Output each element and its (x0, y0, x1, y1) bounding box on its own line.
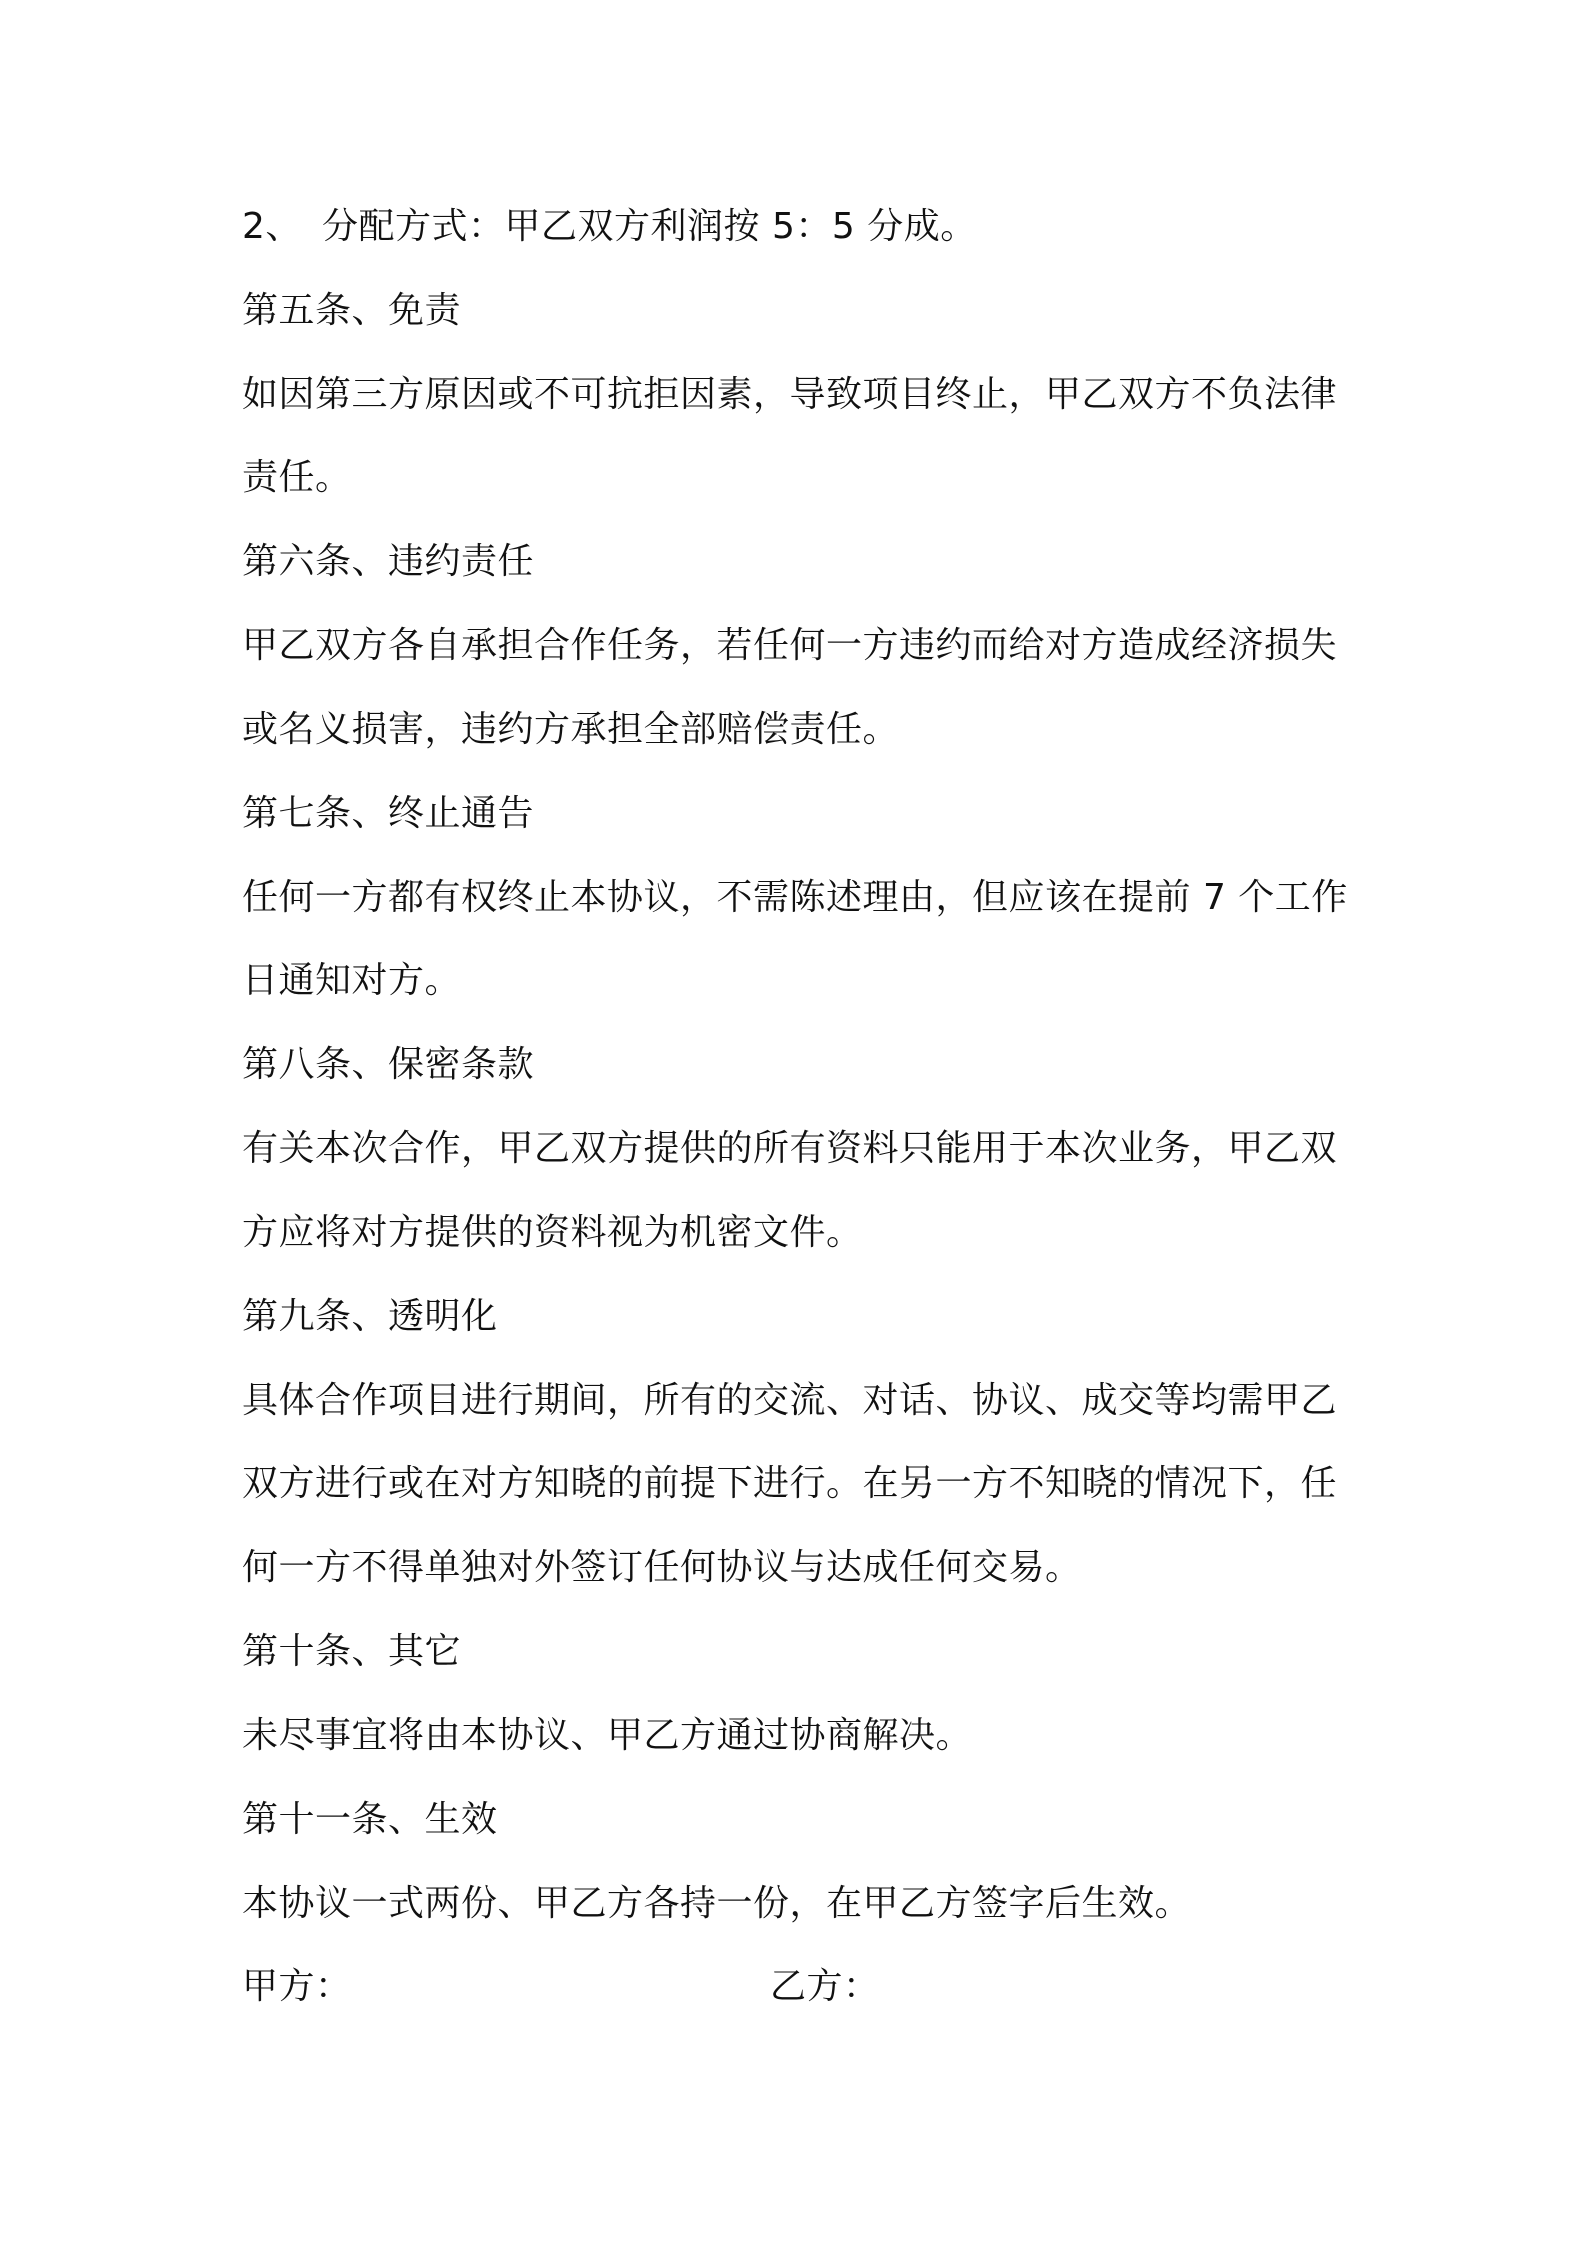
item-2-text: 分配方式：甲乙双方利润按 5：5 分成。 (322, 206, 977, 247)
party-a-signature-label: 甲方： (242, 1966, 352, 2007)
article-11-title: 第十一条、生效 (242, 1799, 498, 1840)
article-6-line-1: 甲乙双方各自承担合作任务，若任何一方违约而给对方造成经济损失 (242, 625, 1338, 666)
article-6-line-2: 或名义损害，违约方承担全部赔偿责任。 (242, 709, 900, 750)
article-11-line-1: 本协议一式两份、甲乙方各持一份，在甲乙方签字后生效。 (242, 1883, 1192, 1924)
article-9-line-2: 双方进行或在对方知晓的前提下进行。在另一方不知晓的情况下，任 (242, 1463, 1338, 1504)
article-10-line-1: 未尽事宜将由本协议、甲乙方通过协商解决。 (242, 1715, 973, 1756)
article-5-line-1: 如因第三方原因或不可抗拒因素，导致项目终止，甲乙双方不负法律 (242, 374, 1338, 415)
article-9-title: 第九条、透明化 (242, 1296, 498, 1337)
article-10-title: 第十条、其它 (242, 1631, 462, 1672)
article-8-title: 第八条、保密条款 (242, 1044, 535, 1085)
party-b-signature-label: 乙方： (770, 1966, 880, 2007)
article-7-line-2: 日通知对方。 (242, 960, 462, 1001)
article-8-line-2: 方应将对方提供的资料视为机密文件。 (242, 1212, 863, 1253)
article-5-line-2: 责任。 (242, 457, 352, 498)
article-7-line-1: 任何一方都有权终止本协议，不需陈述理由，但应该在提前 7 个工作 (242, 877, 1348, 918)
article-8-line-1: 有关本次合作，甲乙双方提供的所有资料只能用于本次业务，甲乙双 (242, 1128, 1338, 1169)
article-7-title: 第七条、终止通告 (242, 793, 535, 834)
article-5-title: 第五条、免责 (242, 290, 462, 331)
item-2-number: 2、 (242, 206, 302, 247)
article-6-title: 第六条、违约责任 (242, 541, 535, 582)
item-2 (242, 205, 977, 249)
article-9-line-3: 何一方不得单独对外签订任何协议与达成任何交易。 (242, 1547, 1082, 1588)
article-9-line-1: 具体合作项目进行期间，所有的交流、对话、协议、成交等均需甲乙 (242, 1380, 1338, 1421)
